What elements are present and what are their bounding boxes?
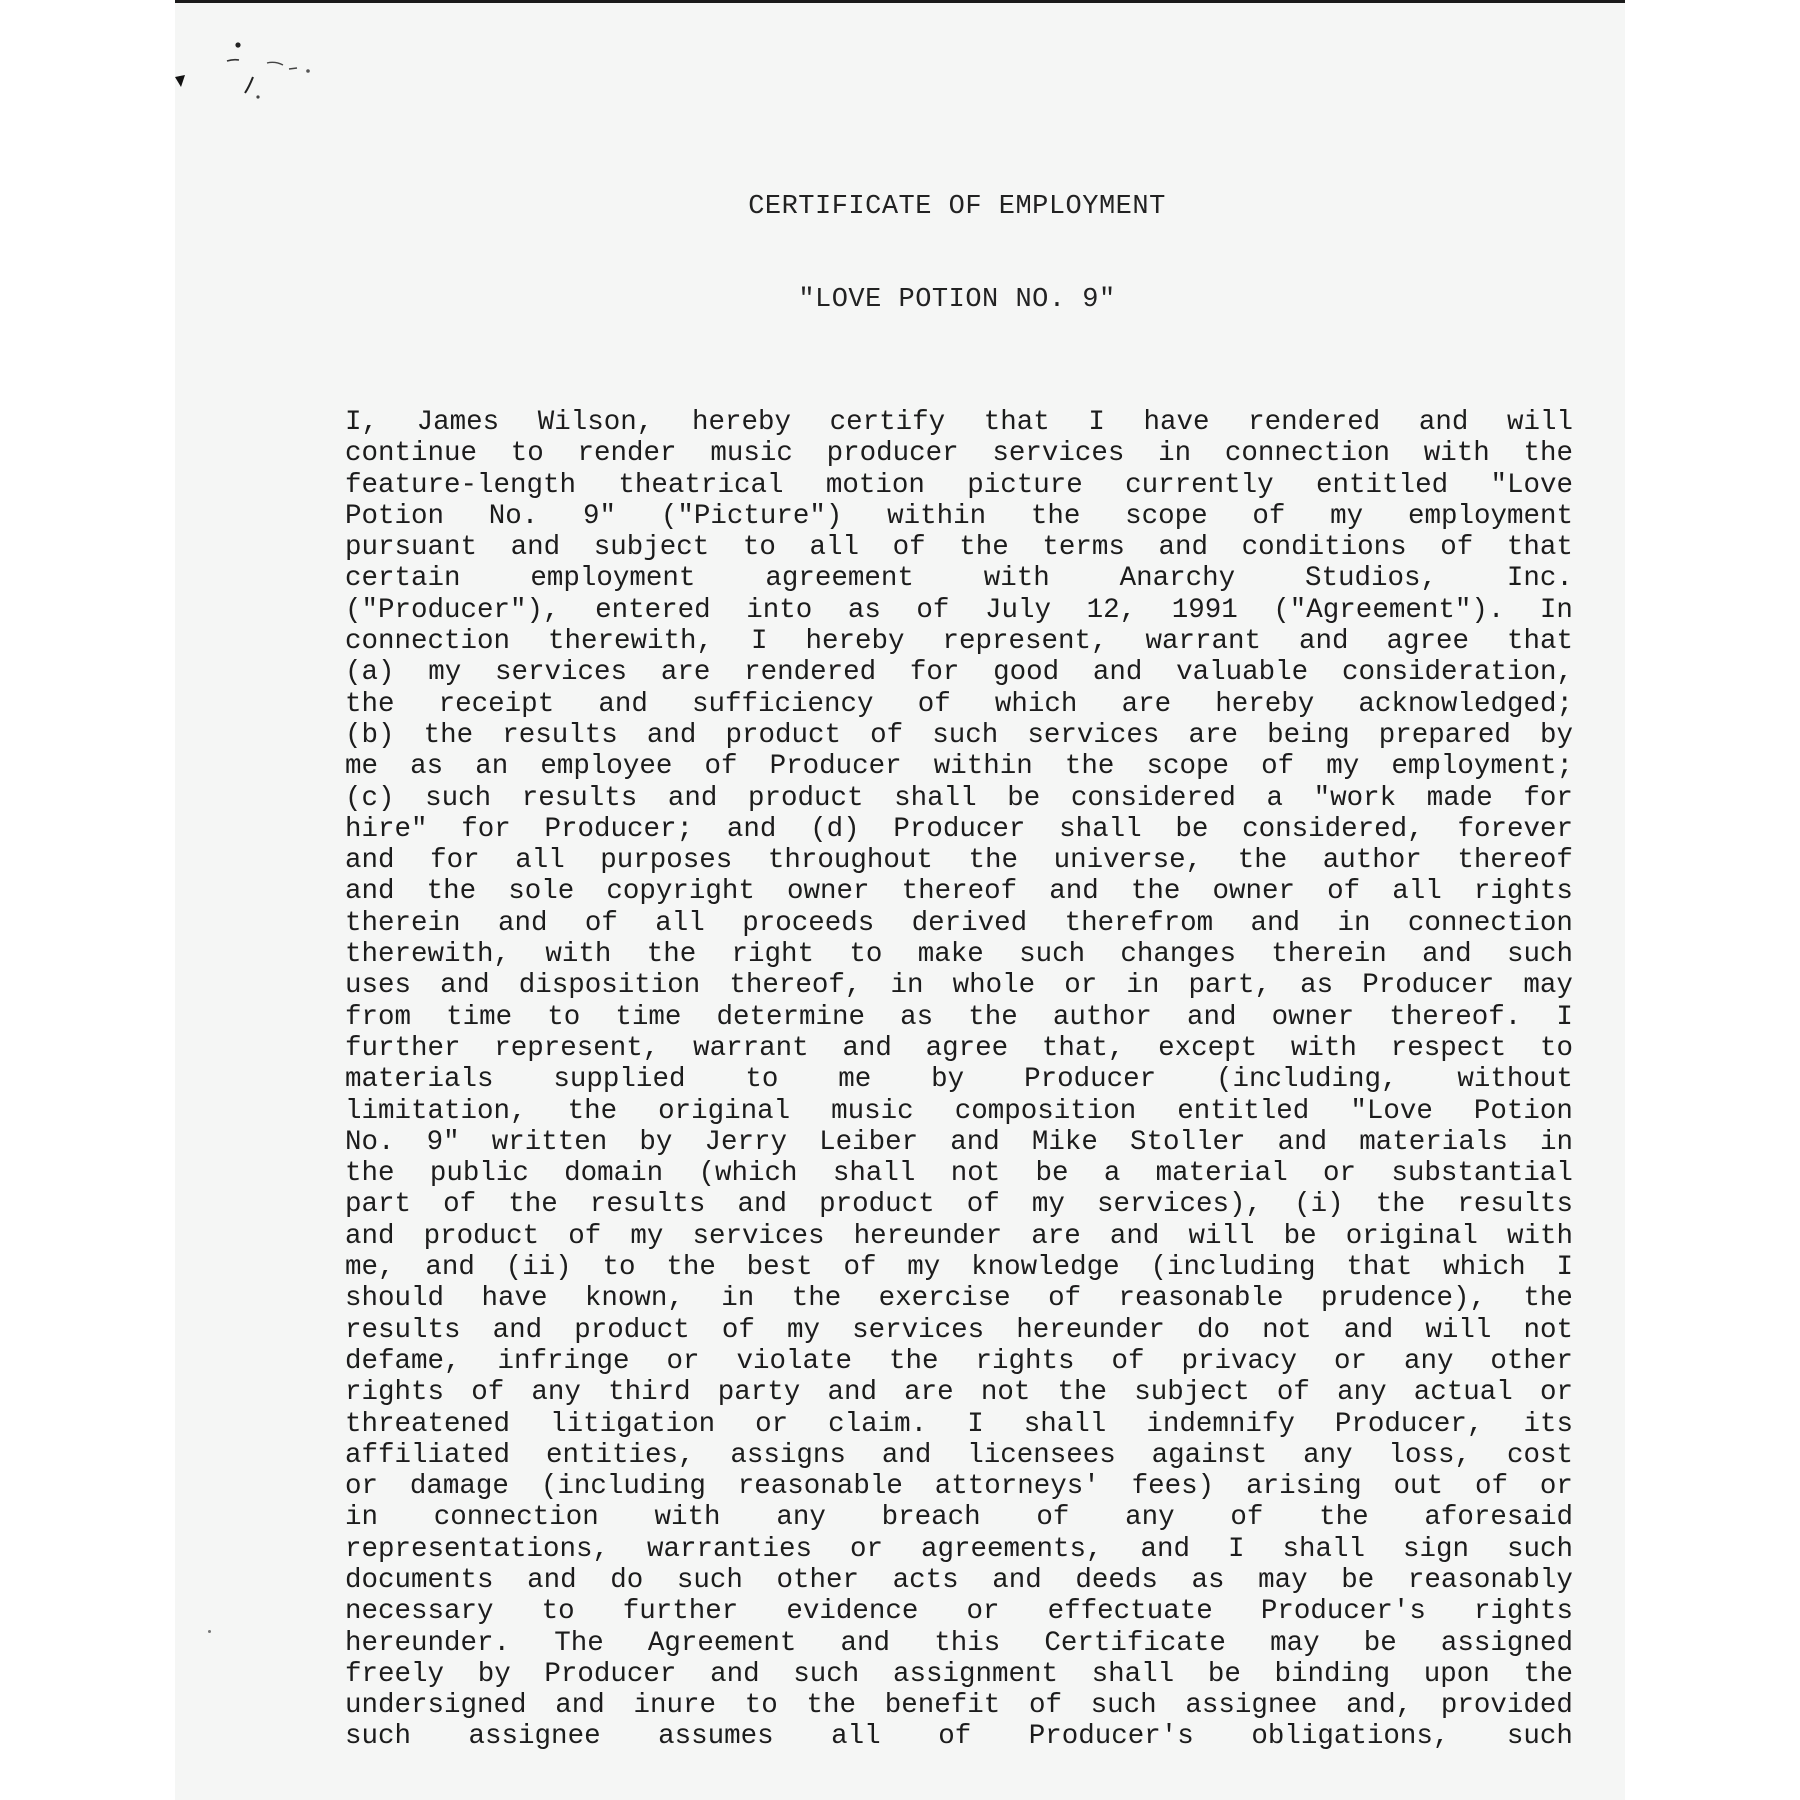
document-subtitle: "LOVE POTION NO. 9" <box>798 285 1116 315</box>
body-line: and for all purposes throughout the universe, the author thereof <box>345 845 1573 877</box>
body-line: affiliated entities, assigns and licensees against any loss, cost <box>345 1439 1573 1471</box>
body-line: the public domain (which shall not be a material or substantial <box>345 1158 1573 1190</box>
certificate-body <box>345 407 1573 1753</box>
body-line: (a) my services are rendered for good and valuable consideration, <box>345 657 1573 689</box>
paper-speck <box>208 1630 211 1633</box>
body-line: hire" for Producer; and (d) Producer shall be considered, forever <box>345 813 1573 845</box>
body-line: threatened litigation or claim. I shall indemnify Producer, its <box>345 1408 1573 1440</box>
body-line: defame, infringe or violate the rights of privacy or any other <box>345 1345 1573 1377</box>
body-line: limitation, the original music composition entitled "Love Potion <box>345 1095 1573 1127</box>
body-line: or damage (including reasonable attorneys' fees) arising out of or <box>345 1471 1573 1503</box>
body-line: (b) the results and product of such services are being prepared by <box>345 719 1573 751</box>
body-line: Potion No. 9" ("Picture") within the scope of my employment <box>345 500 1573 532</box>
body-line: materials supplied to me by Producer (including, without <box>345 1064 1573 1096</box>
body-line: me, and (ii) to the best of my knowledge (including that which I <box>345 1252 1573 1284</box>
document-title: CERTIFICATE OF EMPLOYMENT <box>748 192 1166 222</box>
body-line: No. 9" written by Jerry Leiber and Mike Stoller and materials in <box>345 1126 1573 1158</box>
body-line: pursuant and subject to all of the terms and conditions of that <box>345 532 1573 564</box>
body-line: connection therewith, I hereby represent, warrant and agree that <box>345 626 1573 658</box>
body-line: and product of my services hereunder are and will be original with <box>345 1220 1573 1252</box>
body-line: me as an employee of Producer within the scope of my employment; <box>345 751 1573 783</box>
body-line: certain employment agreement with Anarchy Studios, Inc. <box>345 563 1573 595</box>
body-line: results and product of my services hereunder do not and will not <box>345 1314 1573 1346</box>
handwritten-marks <box>175 35 365 115</box>
body-line: hereunder. The Agreement and this Certificate may be assigned <box>345 1627 1573 1659</box>
body-line: in connection with any breach of any of the aforesaid <box>345 1502 1573 1534</box>
body-line: and the sole copyright owner thereof and the owner of all rights <box>345 876 1573 908</box>
body-line: therewith, with the right to make such changes therein and such <box>345 939 1573 971</box>
body-line: part of the results and product of my services), (i) the results <box>345 1189 1573 1221</box>
body-line: (c) such results and product shall be considered a "work made for <box>345 782 1573 814</box>
body-line: ("Producer"), entered into as of July 12, 1991 ("Agreement"). In <box>345 594 1573 626</box>
body-line: undersigned and inure to the benefit of such assignee and, provided <box>345 1690 1573 1722</box>
body-line: the receipt and sufficiency of which are hereby acknowledged; <box>345 688 1573 720</box>
body-line: such assignee assumes all of Producer's obligations, such <box>345 1721 1573 1753</box>
body-line: continue to render music producer services in connection with the <box>345 438 1573 470</box>
body-line: should have known, in the exercise of reasonable prudence), the <box>345 1283 1573 1315</box>
body-line: documents and do such other acts and deeds as may be reasonably <box>345 1564 1573 1596</box>
body-line: representations, warranties or agreements, and I shall sign such <box>345 1533 1573 1565</box>
body-line: rights of any third party and are not the subject of any actual or <box>345 1377 1573 1409</box>
body-line: therein and of all proceeds derived therefrom and in connection <box>345 907 1573 939</box>
body-line: I, James Wilson, hereby certify that I have rendered and will <box>345 407 1573 438</box>
body-line: further represent, warrant and agree that, except with respect to <box>345 1032 1573 1064</box>
body-line: freely by Producer and such assignment shall be binding upon the <box>345 1658 1573 1690</box>
body-line: necessary to further evidence or effectuate Producer's rights <box>345 1596 1573 1628</box>
body-line: uses and disposition thereof, in whole or in part, as Producer may <box>345 970 1573 1002</box>
body-line: from time to time determine as the author and owner thereof. I <box>345 1001 1573 1033</box>
body-line: feature-length theatrical motion picture currently entitled "Love <box>345 469 1573 501</box>
